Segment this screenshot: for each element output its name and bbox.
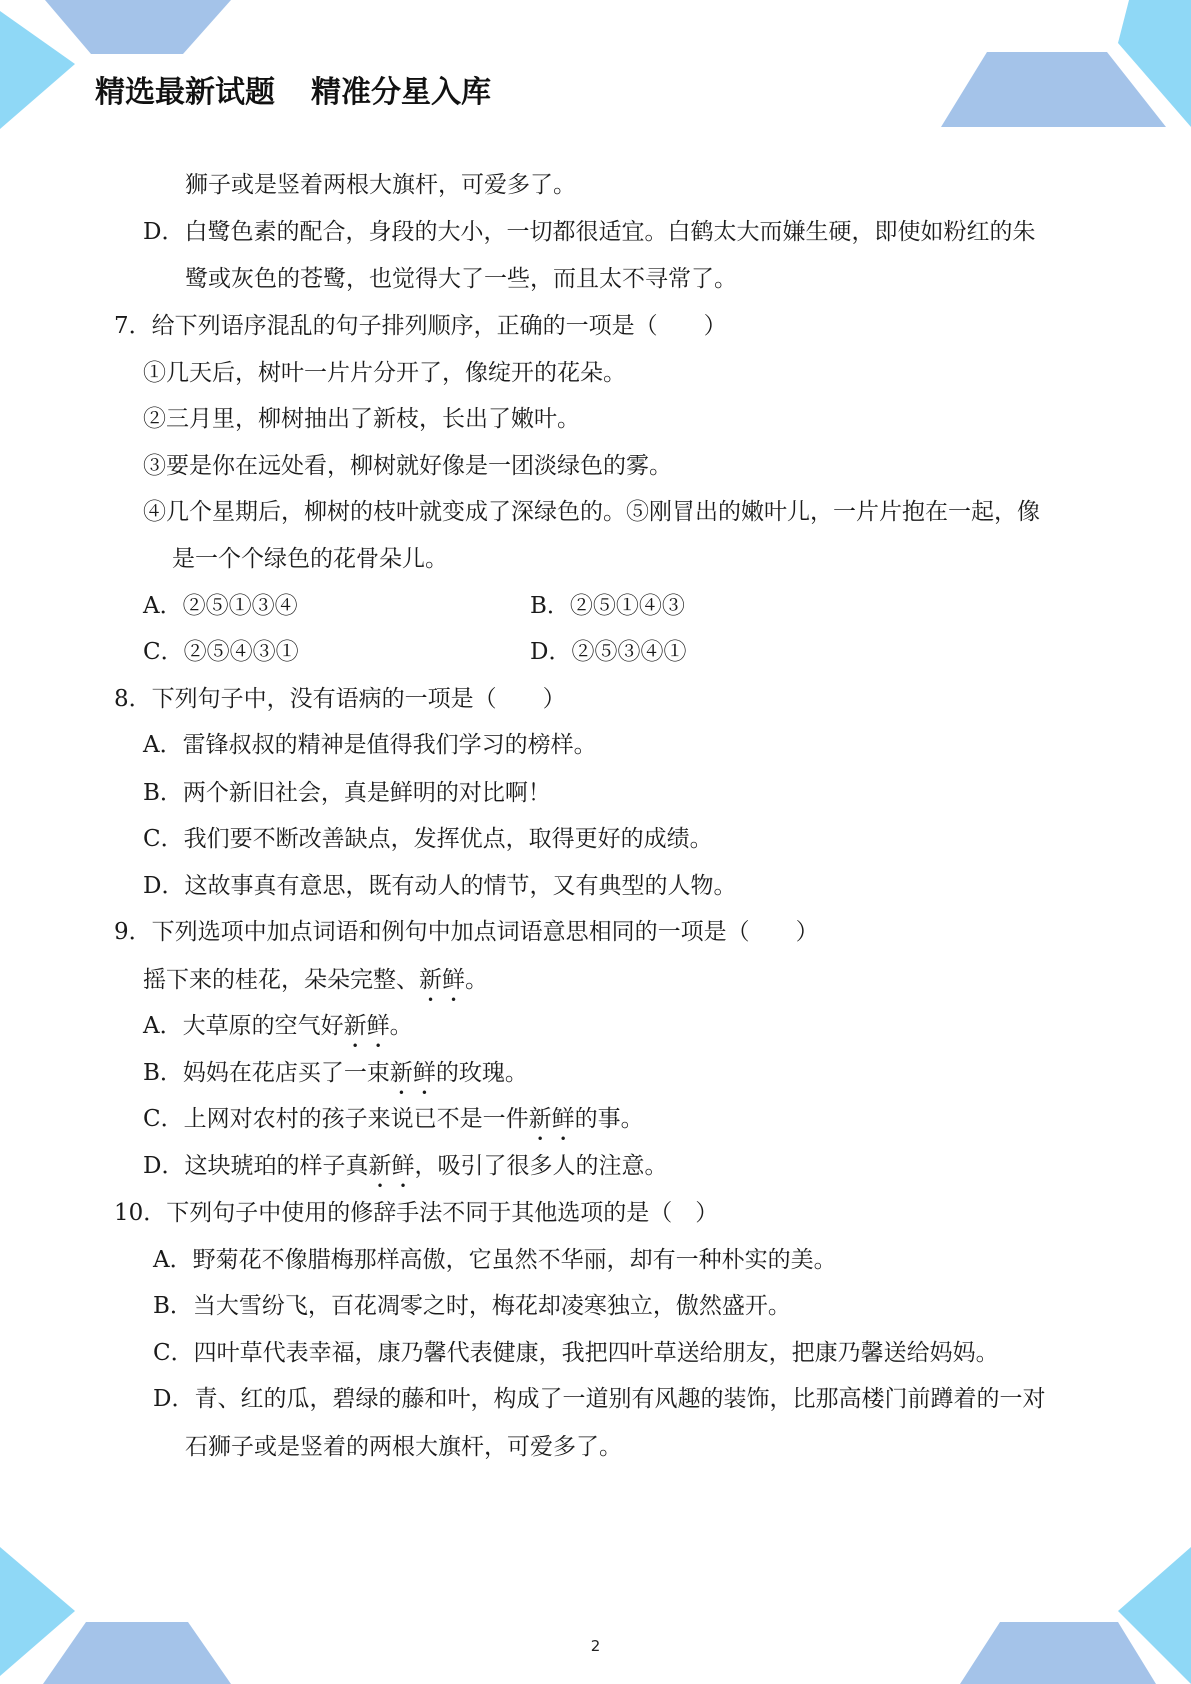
q7-sentence-line: ②三月里，柳树抽出了新枝，长出了嫩叶。	[143, 406, 580, 432]
dotted-word: 新鲜	[343, 1013, 390, 1039]
q8-option-b	[143, 779, 551, 807]
option-label: B．	[143, 1060, 183, 1086]
option-text: 野菊花不像腊梅那样高傲，它虽然不华丽，却有一种朴实的美。	[192, 1247, 837, 1273]
q7-option-c	[143, 638, 299, 666]
option-text: 白鹭色素的配合，身段的大小，一切都很适宜。白鹤太大而嫌生硬，即使如粉红的朱	[184, 219, 1036, 245]
header-title-right: 精准分星入库	[311, 75, 491, 110]
option-label: D．	[153, 1386, 195, 1412]
q9-option-a	[143, 1012, 413, 1053]
option-text: ②⑤①③④	[182, 593, 298, 619]
page-number: 2	[590, 1637, 601, 1655]
option-text-before: 妈妈在花店买了一束	[182, 1060, 390, 1086]
header-title-left: 精选最新试题	[95, 75, 275, 110]
option-text-before: 这块琥珀的样子真	[184, 1153, 369, 1179]
example-text-before: 摇下来的桂花，朵朵完整、	[143, 967, 419, 993]
option-text: 雷锋叔叔的精神是值得我们学习的榜样。	[182, 732, 597, 758]
q7-option-d	[530, 638, 686, 666]
q9-option-d	[143, 1152, 667, 1193]
top-left-cyan-triangle	[0, 11, 75, 129]
option-label: A．	[153, 1247, 193, 1273]
option-text-after: 。	[389, 1013, 413, 1039]
question-number: 9．	[114, 919, 152, 945]
option-text: ②⑤①④③	[569, 593, 685, 619]
q9-option-c	[143, 1105, 644, 1146]
question-number: 7．	[114, 313, 152, 339]
q10-option-d-continuation: 石狮子或是竖着的两根大旗杆，可爱多了。	[185, 1434, 622, 1460]
option-text-after: 的事。	[574, 1106, 644, 1132]
option-text: 当大雪纷飞，百花凋零之时，梅花却凌寒独立，傲然盛开。	[192, 1293, 791, 1319]
example-text-after: 。	[465, 967, 488, 993]
option-label: D．	[530, 639, 572, 665]
question-text: 给下列语序混乱的句子排列顺序，正确的一项是（ ）	[151, 313, 727, 339]
option-label: B．	[143, 780, 183, 806]
option-text-before: 上网对农村的孩子来说已不是一件	[183, 1106, 529, 1132]
q9-stem	[114, 918, 819, 946]
option-text: 我们要不断改善缺点，发挥优点，取得更好的成绩。	[183, 826, 713, 852]
top-right-blue-trapezoid	[941, 52, 1166, 127]
q7-sentence-line: 是一个个绿色的花骨朵儿。	[172, 546, 448, 572]
question-text: 下列句子中，没有语病的一项是（ ）	[151, 686, 566, 712]
option-text-after: 的玫瑰。	[435, 1060, 528, 1086]
question-number: 8．	[114, 686, 152, 712]
q6-option-d	[143, 218, 1035, 246]
dotted-word: 新鲜	[368, 1153, 415, 1179]
q9-option-b	[143, 1059, 528, 1100]
top-left-blue-trapezoid	[45, 0, 231, 54]
question-text: 下列句子中使用的修辞手法不同于其他选项的是（ ）	[166, 1200, 719, 1226]
option-label: A．	[143, 1013, 183, 1039]
dotted-word: 新鲜	[528, 1106, 575, 1132]
q10-option-a	[153, 1246, 837, 1274]
q8-stem	[114, 685, 566, 713]
option-label: A．	[143, 732, 183, 758]
q7-option-b	[530, 592, 685, 620]
option-text-before: 大草原的空气好	[182, 1013, 344, 1039]
option-label: D．	[143, 1153, 185, 1179]
option-label: A．	[143, 593, 183, 619]
option-label: B．	[153, 1293, 193, 1319]
q8-option-a	[143, 731, 597, 759]
option-text: 四叶草代表幸福，康乃馨代表健康，我把四叶草送给朋友，把康乃馨送给妈妈。	[193, 1340, 999, 1366]
q6-option-d-continuation: 鹭或灰色的苍鹭，也觉得大了一些，而且太不寻常了。	[185, 266, 737, 292]
q10-option-d	[153, 1385, 1045, 1413]
q7-stem	[114, 312, 727, 340]
q7-option-a	[143, 592, 298, 620]
option-label: D．	[143, 219, 185, 245]
option-label: C．	[143, 1106, 184, 1132]
q7-sentence-line: ③要是你在远处看，柳树就好像是一团淡绿色的雾。	[143, 453, 672, 479]
option-text: 这故事真有意思，既有动人的情节，又有典型的人物。	[184, 873, 737, 899]
option-label: C．	[143, 639, 184, 665]
option-label: C．	[143, 826, 184, 852]
question-text: 下列选项中加点词语和例句中加点词语意思相同的一项是（ ）	[151, 919, 819, 945]
option-text: 两个新旧社会，真是鲜明的对比啊！	[182, 780, 551, 806]
q6-option-c-continuation: 狮子或是竖着两根大旗杆，可爱多了。	[185, 172, 576, 198]
option-text: ②⑤③④①	[571, 639, 687, 665]
option-label: B．	[530, 593, 570, 619]
option-text-after: ，吸引了很多人的注意。	[414, 1153, 668, 1179]
option-text: ②⑤④③①	[183, 639, 299, 665]
option-text: 青、红的瓜，碧绿的藤和叶，构成了一道别有风趣的装饰，比那高楼门前蹲着的一对	[194, 1386, 1046, 1412]
dotted-word: 新鲜	[389, 1060, 436, 1086]
option-label: C．	[153, 1340, 194, 1366]
q7-sentence-line: ④几个星期后，柳树的枝叶就变成了深绿色的。⑤刚冒出的嫩叶儿，一片片抱在一起，像	[143, 499, 1040, 525]
q10-option-c	[153, 1339, 999, 1367]
q7-sentence-line: ①几天后，树叶一片片分开了，像绽开的花朵。	[143, 360, 626, 386]
page-header	[95, 75, 491, 111]
option-label: D．	[143, 873, 185, 899]
q8-option-d	[143, 872, 736, 900]
question-number: 10．	[114, 1200, 167, 1226]
q9-example-sentence	[143, 966, 488, 1007]
q10-option-b	[153, 1292, 791, 1320]
q10-stem	[114, 1199, 718, 1227]
q8-option-c	[143, 825, 713, 853]
dotted-word: 新鲜	[419, 967, 465, 993]
